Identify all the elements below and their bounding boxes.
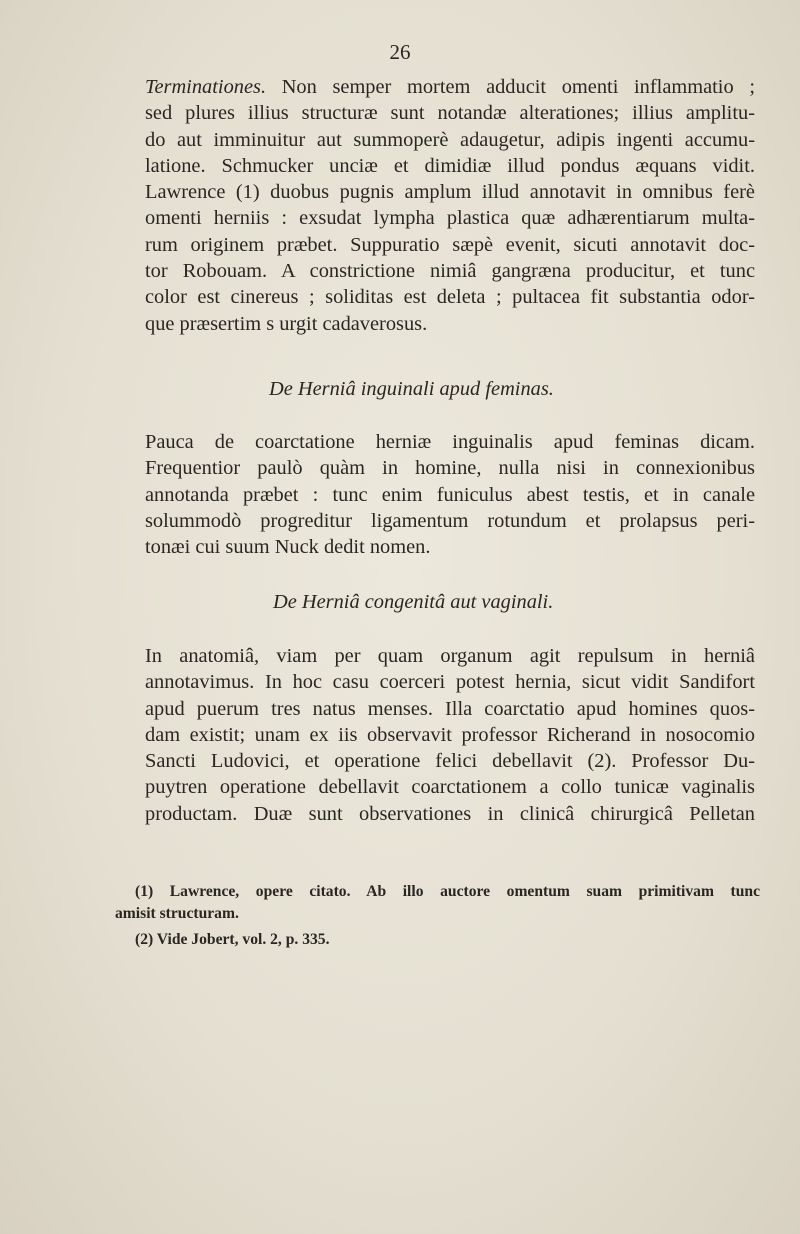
footnote-line: (2) Vide Jobert, vol. 2, p. 335. (135, 931, 330, 948)
paragraph-line: Lawrence (1) duobus pugnis amplum illud annotavit in omnibus ferè (145, 181, 755, 204)
paragraph-line: rum originem præbet. Suppuratio sæpè evenit, sicuti annotavit doc- (145, 233, 755, 256)
paragraph-line: Frequentior paulò quàm in homine, nulla nisi in connexionibus (145, 457, 755, 480)
paragraph-line: annotanda præbet : tunc enim funiculus abest testis, et in canale (145, 483, 755, 506)
paragraph-line: productam. Duæ sunt observationes in clinicâ chirurgicâ Pelletan (145, 802, 755, 825)
paragraph-line: que præsertim s urgit cadaverosus. (145, 312, 428, 335)
paragraph-line: tor Robouam. A constrictione nimiâ gangræna producitur, et tunc (145, 260, 755, 283)
paragraph-line: In anatomiâ, viam per quam organum agit repulsum in herniâ (145, 645, 755, 667)
paragraph-line: apud puerum tres natus menses. Illa coarctatio apud homines quos- (145, 697, 755, 720)
section-heading-congenital: De Herniâ congenitâ aut vaginali. (273, 591, 554, 613)
paragraph-line: omenti herniis : exsudat lympha plastica quæ adhærentiarum multa- (145, 207, 755, 230)
paragraph-line: dam existit; unam ex iis observavit professor Richerand in nosocomio (145, 723, 755, 746)
paragraph-line: latione. Schmucker unciæ et dimidiæ illud pondus æquans vidit. (145, 154, 755, 177)
footnote-line: (1) Lawrence, opere citato. Ab illo auctore omentum suam primitivam tunc (135, 883, 760, 900)
footnote-1 (115, 881, 760, 925)
page-number: 26 (389, 40, 411, 64)
footnote-line: amisit structuram. (115, 905, 239, 922)
paragraph-congenital (145, 643, 755, 827)
run-in-heading: Terminationes. (145, 76, 267, 98)
paragraph-line: Sancti Ludovici, et operatione felici debellavit (2). Professor Du- (145, 750, 755, 773)
footnote-2 (115, 929, 760, 951)
section-heading-inguinal: De Herniâ inguinali apud feminas. (269, 378, 554, 400)
paragraph-line: tonæi cui suum Nuck dedit nomen. (145, 536, 431, 559)
paragraph-inguinal (145, 429, 755, 560)
paragraph-line: Terminationes. Non semper mortem adducit omenti inflammatio ; (145, 76, 755, 98)
paragraph-terminationes (145, 74, 755, 337)
paragraph-line: solummodò progreditur ligamentum rotundum et prolapsus peri- (145, 509, 755, 532)
paragraph-line: color est cinereus ; soliditas est deleta ; pultacea fit substantia odor- (145, 286, 755, 309)
paragraph-line: puytren operatione debellavit coarctationem a collo tunicæ vaginalis (145, 776, 755, 799)
paragraph-line: do aut imminuitur aut summoperè adaugetur, adipis ingenti accumu- (145, 128, 755, 151)
paragraph-line: Pauca de coarctatione herniæ inguinalis apud feminas dicam. (145, 431, 755, 453)
paragraph-line: annotavimus. In hoc casu coerceri potest hernia, sicut vidit Sandifort (145, 671, 755, 694)
paragraph-line: sed plures illius structuræ sunt notandæ alterationes; illius amplitu- (145, 102, 755, 125)
